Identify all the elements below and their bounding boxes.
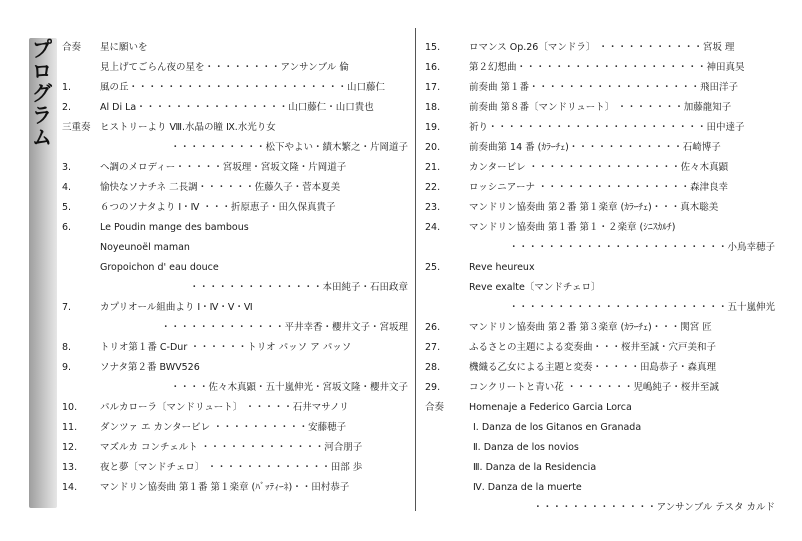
item-number: 29. [425, 382, 441, 393]
item-number: 2. [62, 102, 72, 113]
item-number: 13. [62, 462, 78, 473]
item-number [425, 298, 469, 318]
item-number [62, 58, 100, 78]
item-number: 18. [425, 102, 441, 113]
item-number [62, 138, 100, 158]
program-item [62, 418, 408, 438]
piece-title: Homenaje a Federico Garcia Lorca [469, 402, 632, 413]
program-title: プログラム [29, 38, 53, 148]
program-item [425, 278, 775, 298]
program-item [62, 158, 408, 178]
performer-text: ・・・・・・・・・・松下やよい・績木繁之・片岡道子 [170, 142, 408, 153]
program-item [425, 38, 775, 58]
piece-title: 愉快なソナチネ 二長調・・・・・・佐藤久子・菅本夏美 [100, 182, 341, 193]
item-number: 25. [425, 262, 441, 273]
item-number: 14. [62, 482, 78, 493]
item-number: 27. [425, 342, 441, 353]
item-number: 1. [62, 82, 72, 93]
program-item [425, 418, 775, 438]
program-item [425, 318, 775, 338]
item-number: 12. [62, 442, 78, 453]
piece-title: Ⅱ. Danza de los novios [473, 442, 579, 453]
performer-text: ・・・・・・・・・・・・・・・・・・・・・・・小鳥幸穂子 [508, 242, 775, 253]
piece-title: ソナタ第２番 BWV526 [100, 362, 200, 373]
piece-title: マンドリン協奏曲 第１番 第１楽章 (ﾊﾞｯﾃｨｰﾈ)・・田村恭子 [100, 482, 350, 493]
program-item [425, 78, 775, 98]
piece-title: Reve exalte〔マンドチェロ〕 [469, 282, 601, 293]
program-item [62, 98, 408, 118]
item-number: 合奏 [62, 42, 82, 53]
piece-title: 機織る乙女による主題と変奏・・・・・田島恭子・森真理 [469, 362, 717, 373]
program-item [62, 458, 408, 478]
item-number: 20. [425, 142, 441, 153]
item-number: 17. [425, 82, 441, 93]
piece-title: ロッシニアーナ ・・・・・・・・・・・・・・・・森津良幸 [469, 182, 729, 193]
piece-title: コンクリートと青い花 ・・・・・・・児嶋純子・桜井至誠 [469, 382, 719, 393]
piece-title: Reve heureux [469, 262, 535, 273]
performer-line [425, 498, 775, 518]
item-number: 合奏 [425, 402, 445, 413]
performer-line [62, 278, 408, 298]
program-item [62, 258, 408, 278]
program-item [425, 178, 775, 198]
right-column [425, 38, 775, 518]
piece-title: Ⅰ. Danza de los Gitanos en Granada [473, 422, 642, 433]
program-item [62, 198, 408, 218]
program-item [425, 338, 775, 358]
program-item [62, 178, 408, 198]
piece-title: マンドリン協奏曲 第１番 第１・２楽章 (ｼﾆｽｶﾙﾁ) [469, 222, 676, 233]
piece-title: 前奏曲 第８番〔マンドリュート〕 ・・・・・・・加藤龍知子 [469, 102, 732, 113]
item-number: 24. [425, 222, 441, 233]
piece-title: 星に願いを [100, 42, 148, 53]
program-item [425, 118, 775, 138]
item-number: 7. [62, 302, 72, 313]
performer-text: ・・・・佐々木真顕・五十嵐伸光・宮坂文隆・櫻井文子 [170, 382, 408, 393]
item-number: 26. [425, 322, 441, 333]
program-item [425, 378, 775, 398]
piece-title: 祈り・・・・・・・・・・・・・・・・・・・・・・・田中達子 [469, 122, 745, 133]
left-column [62, 38, 408, 498]
piece-title: 前奏曲 第１番・・・・・・・・・・・・・・・・・・飛田洋子 [469, 82, 739, 93]
program-item [62, 298, 408, 318]
piece-title: ふるさとの主題による変奏曲・・・桜井至誠・穴戸美和子 [469, 342, 717, 353]
item-number [62, 258, 100, 278]
item-number: 21. [425, 162, 441, 173]
piece-title: パルカローラ〔マンドリュート〕 ・・・・・石井マサノリ [100, 402, 349, 413]
performer-text: ・・・・・・・・・・・・・平井幸香・櫻井文子・宮坂理 [160, 322, 408, 333]
piece-title: Al Di La・・・・・・・・・・・・・・・・山口藤仁・山口貴也 [100, 102, 374, 113]
program-item [425, 258, 775, 278]
item-number: 19. [425, 122, 441, 133]
item-number [425, 478, 469, 498]
piece-title: 見上げてごらん夜の星を・・・・・・・・アンサンブル 倫 [100, 62, 349, 73]
item-number: 4. [62, 182, 72, 193]
item-number [425, 278, 469, 298]
program-item [425, 398, 775, 418]
program-item [425, 458, 775, 478]
item-number [425, 418, 469, 438]
program-item [425, 478, 775, 498]
item-number: 10. [62, 402, 78, 413]
column-divider [415, 28, 416, 511]
piece-title: マンドリン協奏曲 第２番 第１楽章 (ｶﾗｰﾁｪ)・・・真木聡美 [469, 202, 719, 213]
item-number [62, 278, 100, 298]
piece-title: トリオ第１番 C-Dur ・・・・・・トリオ パッソ ア パッソ [100, 342, 352, 353]
item-number [62, 378, 100, 398]
piece-title: ロマンス Op.26〔マンドラ〕 ・・・・・・・・・・・宮坂 理 [469, 42, 735, 53]
item-number [425, 458, 469, 478]
item-number: 8. [62, 342, 72, 353]
program-item [62, 218, 408, 238]
program-item [62, 478, 408, 498]
piece-title: Ⅳ. Danza de la muerte [473, 482, 582, 493]
piece-title: Gropoichon d' eau douce [100, 262, 219, 273]
item-number: 28. [425, 362, 441, 373]
performer-line [62, 378, 408, 398]
piece-title: マンドリン協奏曲 第２番 第３楽章 (ｶﾗｰﾁｪ)・・・関宮 匠 [469, 322, 712, 333]
piece-title: Le Poudin mange des bambous [100, 222, 249, 233]
item-number: 11. [62, 422, 78, 433]
piece-title: ６つのソナタより Ⅰ・Ⅳ ・・・折原恵子・田久保真貴子 [100, 202, 336, 213]
item-number [425, 238, 469, 258]
program-item [62, 398, 408, 418]
item-number: 5. [62, 202, 72, 213]
program-item [425, 218, 775, 238]
piece-title: 夜と夢〔マンドチェロ〕 ・・・・・・・・・・・・・田部 歩 [100, 462, 363, 473]
program-item [62, 238, 408, 258]
piece-title: ダンツァ エ カンタービレ ・・・・・・・・・・安藤穂子 [100, 422, 347, 433]
piece-title: カンタービレ ・・・・・・・・・・・・・・・・佐々木真顕 [469, 162, 729, 173]
piece-title: Ⅲ. Danza de la Residencia [473, 462, 597, 473]
item-number: 6. [62, 222, 72, 233]
piece-title: 風の丘・・・・・・・・・・・・・・・・・・・・・・・山口藤仁 [100, 82, 386, 93]
item-number [62, 238, 100, 258]
performer-line [62, 138, 408, 158]
item-number: 三重奏 [62, 122, 91, 133]
program-item [62, 438, 408, 458]
program-item [62, 338, 408, 358]
piece-title: ヒストリーより Ⅷ.水晶の瞳 Ⅸ.水光り女 [100, 122, 276, 133]
program-item [425, 158, 775, 178]
piece-title: 前奏曲第 14 番 (ｶﾗｰﾁｪ)・・・・・・・・・・・・石崎博子 [469, 142, 721, 153]
item-number: 23. [425, 202, 441, 213]
performer-line [425, 298, 775, 318]
program-item [62, 358, 408, 378]
item-number [425, 498, 469, 518]
piece-title: 第２幻想曲・・・・・・・・・・・・・・・・・・・・神田真昊 [469, 62, 745, 73]
item-number: 3. [62, 162, 72, 173]
item-number [62, 318, 100, 338]
item-number: 15. [425, 42, 441, 53]
program-item [425, 358, 775, 378]
item-number [425, 438, 469, 458]
performer-line [425, 238, 775, 258]
program-item [425, 98, 775, 118]
program-item [425, 58, 775, 78]
piece-title: カプリオール組曲より Ⅰ・Ⅳ・Ⅴ・Ⅵ [100, 302, 253, 313]
program-item [425, 198, 775, 218]
program-item [425, 438, 775, 458]
program-item [425, 138, 775, 158]
performer-text: ・・・・・・・・・・・・・・・・・・・・・・・五十嵐伸光 [508, 302, 775, 313]
program-item [62, 118, 408, 138]
item-number: 9. [62, 362, 72, 373]
program-item [62, 38, 408, 58]
item-number: 22. [425, 182, 441, 193]
piece-title: ヘ調のメロディー・・・・・宮坂理・宮坂文隆・片岡道子 [100, 162, 347, 173]
performer-line [62, 318, 408, 338]
performer-text: ・・・・・・・・・・・・・アンサンブル テスタ カルド [533, 502, 775, 513]
performer-text: ・・・・・・・・・・・・・・本田純子・石田政章 [189, 282, 408, 293]
piece-title: Noyeunoël maman [100, 242, 190, 253]
item-number: 16. [425, 62, 441, 73]
program-item [62, 58, 408, 78]
piece-title: マズルカ コンチェルト ・・・・・・・・・・・・・河合朋子 [100, 442, 363, 453]
program-item [62, 78, 408, 98]
